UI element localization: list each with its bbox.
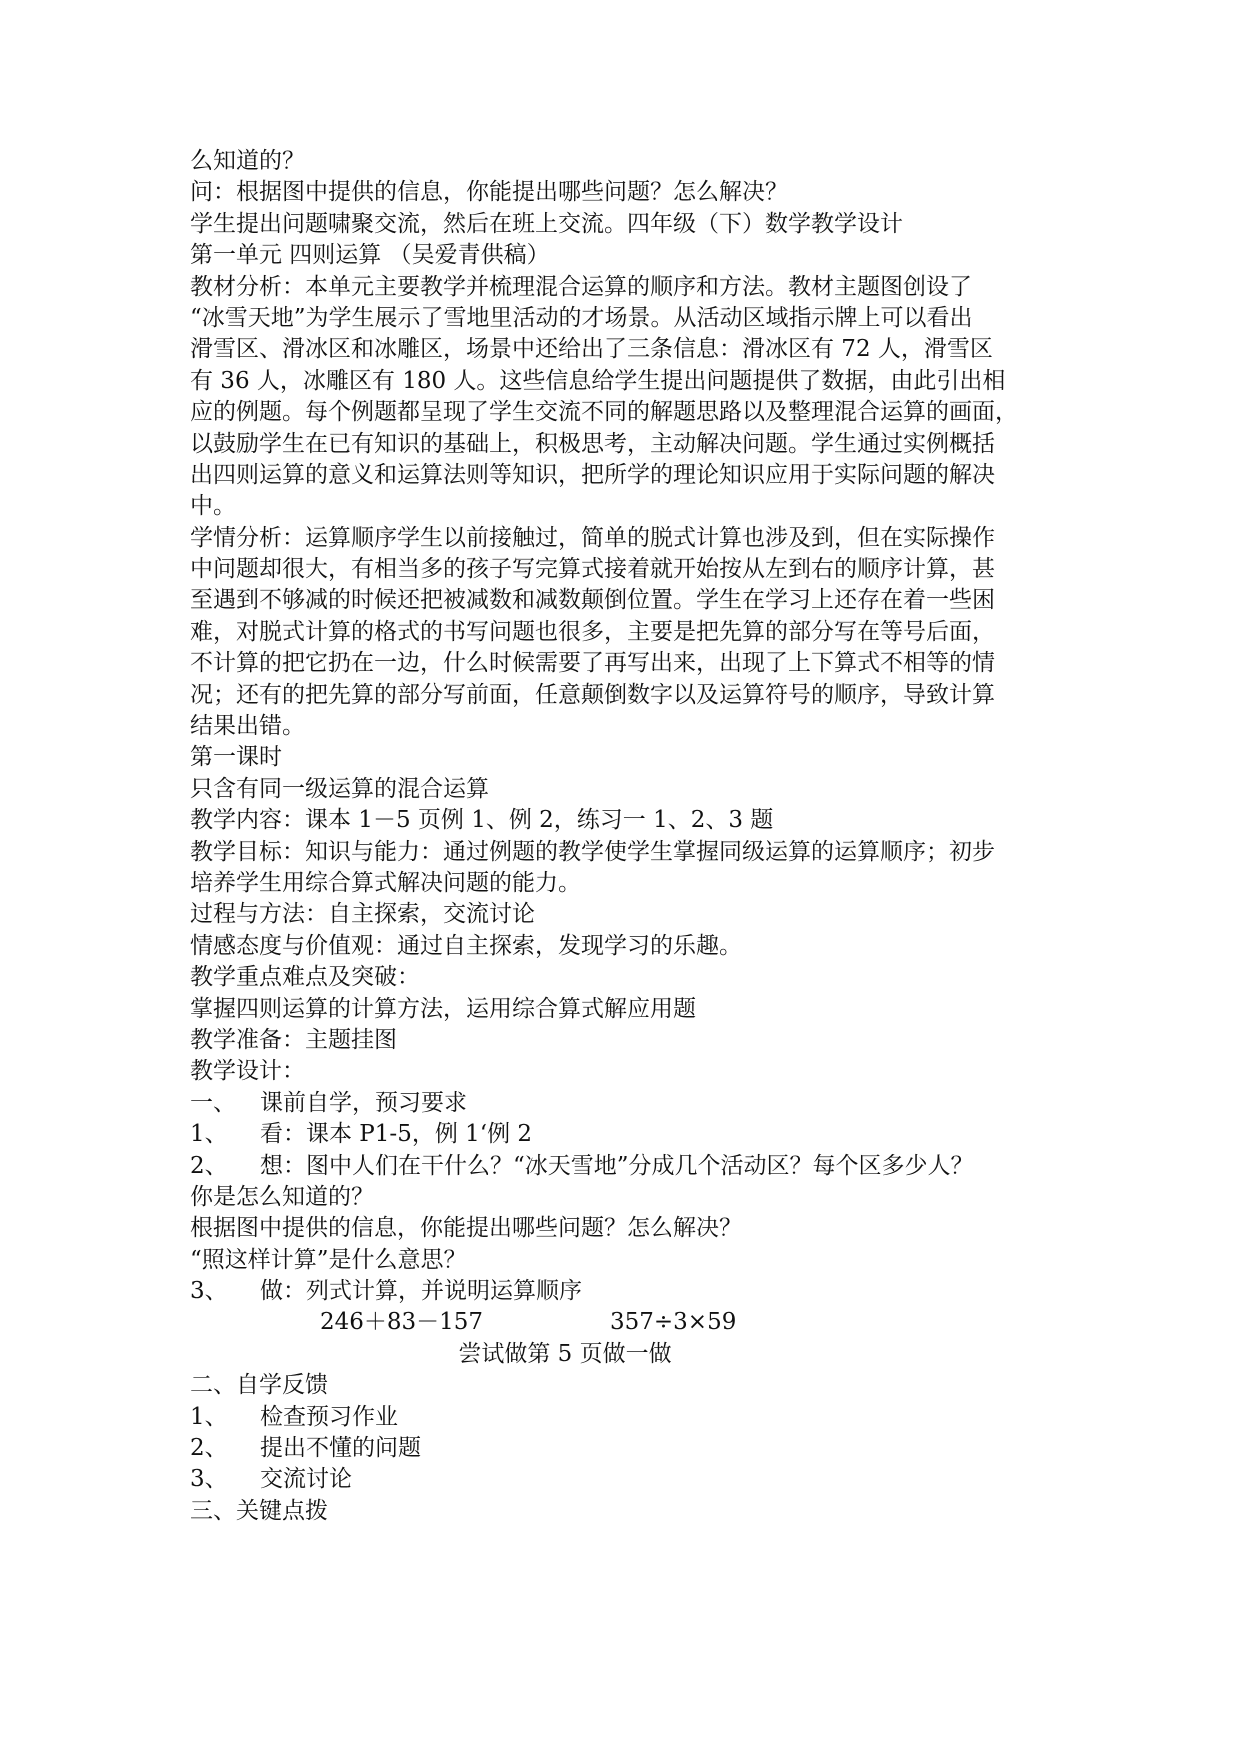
text-line: 教学内容：课本 1－5 页例 1、例 2，练习一 1、2、3 题: [190, 807, 774, 834]
text-line: 至遇到不够减的时候还把被减数和减数颠倒位置。学生在学习上还存在着一些困: [190, 587, 995, 614]
text-line: 培养学生用综合算式解决问题的能力。: [190, 869, 581, 896]
text-line: 教材分析：本单元主要教学并梳理混合运算的顺序和方法。教材主题图创设了: [190, 273, 972, 300]
text-line: “照这样计算”是什么意思？: [190, 1246, 467, 1273]
section-number: 一、: [190, 1089, 236, 1116]
list-number: 2、: [190, 1152, 228, 1179]
text-line: 教学准备：主题挂图: [190, 1026, 397, 1053]
list-number: 3、: [190, 1278, 228, 1305]
section-title: 课前自学，预习要求: [260, 1089, 467, 1116]
text-line: 应的例题。每个例题都呈现了学生交流不同的解题思路以及整理混合运算的画面，: [190, 399, 1018, 426]
text-line: 根据图中提供的信息，你能提出哪些问题？怎么解决？: [190, 1215, 742, 1242]
text-line: 中。: [190, 493, 236, 520]
text-line: 学情分析：运算顺序学生以前接触过，简单的脱式计算也涉及到，但在实际操作: [190, 524, 995, 551]
list-text: 提出不懂的问题: [260, 1435, 421, 1462]
text-line: “冰雪天地”为学生展示了雪地里活动的才场景。从活动区域指示牌上可以看出: [190, 304, 973, 331]
text-line: 况；还有的把先算的部分写前面，任意颠倒数字以及运算符号的顺序，导致计算: [190, 681, 995, 708]
list-item: [190, 1276, 1060, 1307]
text-line: 有 36 人，冰雕区有 180 人。这些信息给学生提出问题提供了数据，由此引出相: [190, 367, 1006, 394]
try-line: 尝试做第 5 页做一做: [458, 1340, 672, 1367]
list-text: 交流讨论: [260, 1466, 352, 1493]
list-item: [190, 1151, 1060, 1182]
text-line: 滑雪区、滑冰区和冰雕区，场景中还给出了三条信息：滑冰区有 72 人，滑雪区: [190, 336, 993, 363]
text-line: 情感态度与价值观：通过自主探索，发现学习的乐趣。: [190, 932, 742, 959]
list-number: 1、: [190, 1121, 228, 1148]
lesson-heading: 第一课时: [190, 744, 282, 771]
text-line: 教学设计：: [190, 1058, 305, 1085]
list-number: 1、: [190, 1403, 228, 1430]
list-text: 做：列式计算，并说明运算顺序: [260, 1278, 582, 1305]
list-number: 2、: [190, 1435, 228, 1462]
list-text: 想：图中人们在干什么？“冰天雪地”分成几个活动区？每个区多少人？: [260, 1152, 974, 1179]
expression: 246＋83－157: [320, 1309, 484, 1336]
text-line: 出四则运算的意义和运算法则等知识，把所学的理论知识应用于实际问题的解决: [190, 461, 995, 488]
text-line: 掌握四则运算的计算方法，运用综合算式解应用题: [190, 995, 696, 1022]
expressions-row: [190, 1307, 1060, 1338]
list-item: [190, 1433, 1060, 1464]
list-item: [190, 1119, 1060, 1150]
text-line: 中问题却很大，有相当多的孩子写完算式接着就开始按从左到右的顺序计算，甚: [190, 556, 995, 583]
text-line: 过程与方法：自主探索，交流讨论: [190, 901, 535, 928]
expression: 357÷3×59: [610, 1309, 737, 1336]
list-item: [190, 1402, 1060, 1433]
text-line: 么知道的？: [190, 148, 305, 174]
text-line: 以鼓励学生在已有知识的基础上，积极思考，主动解决问题。学生通过实例概括: [190, 430, 995, 457]
lesson-title: 只含有同一级运算的混合运算: [190, 775, 489, 802]
list-number: 3、: [190, 1466, 228, 1493]
list-item: [190, 1464, 1060, 1495]
text-line: 第一单元 四则运算 （吴爱青供稿）: [190, 242, 550, 269]
text-line: 学生提出问题啸聚交流，然后在班上交流。四年级（下）数学教学设计: [190, 210, 903, 237]
list-text: 检查预习作业: [260, 1403, 398, 1430]
text-line: 难，对脱式计算的格式的书写问题也很多，主要是把先算的部分写在等号后面，: [190, 618, 995, 645]
text-line: 不计算的把它扔在一边，什么时候需要了再写出来，出现了上下算式不相等的情: [190, 650, 995, 677]
text-line: 问：根据图中提供的信息，你能提出哪些问题？怎么解决？: [190, 179, 788, 206]
text-line: 教学重点难点及突破：: [190, 964, 420, 991]
document-page: [190, 146, 1060, 1527]
text-line: 你是怎么知道的？: [190, 1183, 374, 1210]
text-line: 教学目标：知识与能力：通过例题的教学使学生掌握同级运算的运算顺序；初步: [190, 838, 995, 865]
list-text: 看：课本 P1-5，例 1‘例 2: [260, 1121, 533, 1148]
section-heading-3: 三、关键点拨: [190, 1497, 328, 1524]
section-heading-2: 二、自学反馈: [190, 1372, 328, 1399]
text-line: 结果出错。: [190, 713, 305, 740]
section-heading-1: [190, 1088, 1060, 1119]
